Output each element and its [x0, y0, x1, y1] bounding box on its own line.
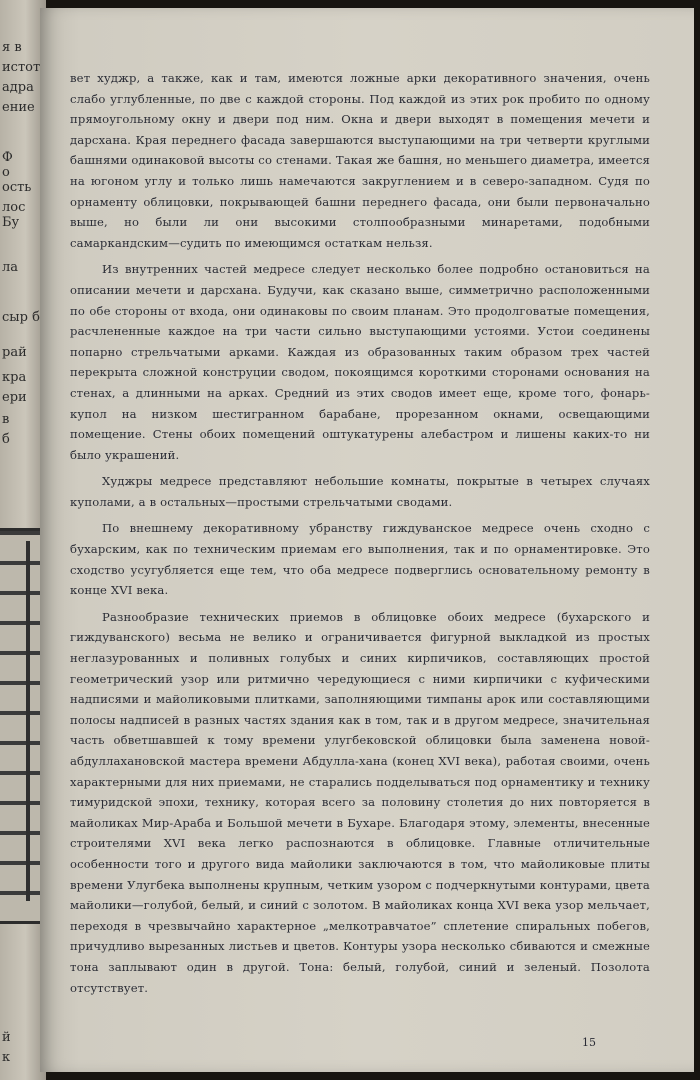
- fragment: й: [2, 1030, 11, 1045]
- book-page: [40, 8, 694, 1072]
- body-text: [70, 68, 650, 1004]
- fragment: рай: [2, 345, 27, 360]
- fragment: лос: [2, 200, 26, 215]
- fragment: адра: [2, 80, 34, 95]
- fragment: кра: [2, 370, 27, 385]
- fragment: ость: [2, 180, 32, 195]
- fragment: ение: [2, 100, 35, 115]
- fragment: б: [2, 432, 10, 447]
- paragraph: Из внутренних частей медресе следует несколько более подробно остановиться на описании мечети и дарсхана. Будучи, как сказано выше, симметрично расположенными по обе стороны от входа, они одинаковы по своим планам. Это продолговатые помещения, расчлененные каждое на три части сильно выступающими устоями. Устои соединены попарно стрельчатыми арками. Каждая из образованных таким образом трех частей перекрыта сложной конструции сводом, покоящимся короткими сторонами основания на стенах, а длинными на арках. Средний из этих сводов имеет еще, кроме того, фонарь-купол на низком шестигранном барабане, прорезанном окнами, освещающими помещение. Стены обоих помещений оштукатурены алебастром и лишены каких-то ни было украшений.: [70, 262, 650, 462]
- fragment: сыр б: [2, 310, 40, 325]
- fragment: к: [2, 1050, 11, 1065]
- fragment: я в: [2, 40, 22, 55]
- fragment: ери: [2, 390, 27, 405]
- fragment: Бу: [2, 215, 20, 230]
- paragraph: Худжры медресе представляют небольшие комнаты, покрытые в четырех случаях куполами, а в остальных—простыми стрельчатыми сводами.: [70, 474, 650, 509]
- paragraph: Разнообразие технических приемов в облицовке обоих медресе (бухарского и гиждуванского) весьма не велико и ограничивается фигурной выкладкой из простых неглазурованных и поливных голубых и синих кирпичиков, составляющих простой геометрический узор или ритмично чередующиеся с ними кирпичики с куфическими надписями и майоликовыми плитками, заполняющими тимпаны арок или составляющими полосы надписей в разных частях здания как в том, так и в другом медресе, значительная часть обветшавшей к тому времени улугбековской облицовки была заменена новой-абдуллахановской мастера времени Абдулла-хана (конец XVI века), работая своими, очень характерными для них приемами, не старались подделываться под орнаментику и технику тимуридской эпохи, технику, которая всего за половину столетия до них повторяется в майоликах Мир-Араба и Большой мечети в Бухаре. Благодаря этому, элементы, внесенные строителями XVI века легко распознаются в облицовке. Главные отличительные особенности того и другого вида майолики заключаются в том, что майоликовые плиты времени Улугбека выполнены крупным, четким узором с подчеркнутыми контурами, цвета майолики—голубой, белый, и синий с золотом. В майоликах конца XVI века узор мельчает, переходя в чрезвычайно характерное „мелкотравчатое” сплетение спиральных побегов, причудливо вырезанных листьев и цветов. Контуры узора несколько сбиваются и смежные тона заплывают один в другой. Тона: белый, голубой, синий и зеленый. Позолота отсутствует.: [70, 609, 650, 995]
- ornament-illustration: [0, 528, 43, 924]
- fragment: истот: [2, 60, 41, 75]
- fragment: ла: [2, 260, 19, 275]
- page-number: 15: [582, 1036, 596, 1049]
- paragraph: вет худжр, а также, как и там, имеются ложные арки декоративного значения, очень слабо углубленные, по две с каждой стороны. Под каждой из этих рок пробито по одному прямоугольному окну и двери под ним. Окна и двери выходят в помещения мечети и дарсхана. Края переднего фасада завершаются выступающими на три четверти круглыми башнями одинаковой высоты со стенами. Такая же башня, но меньшего диаметра, имеется на югоном углу и только лишь намечаются закруглением и в северо-западном. Судя по орнаменту облицовки, покрывающей башни переднего фасада, они были первоначально выше, но были ли они высокими столпообразными минаретами, подобными самаркандским—судить по имеющимся остаткам нельзя.: [70, 71, 650, 250]
- fragment: Ф: [2, 150, 13, 165]
- fragment: о: [2, 165, 10, 180]
- paragraph: По внешнему декоративному убранству гиждуванское медресе очень сходно с бухарским, как по техническим приемам его выполнения, так и по орнаментировке. Это сходство усугубляется еще тем, что оба медресе подверглись основательному ремонту в конце XVI века.: [70, 521, 650, 598]
- fragment: в: [2, 412, 10, 427]
